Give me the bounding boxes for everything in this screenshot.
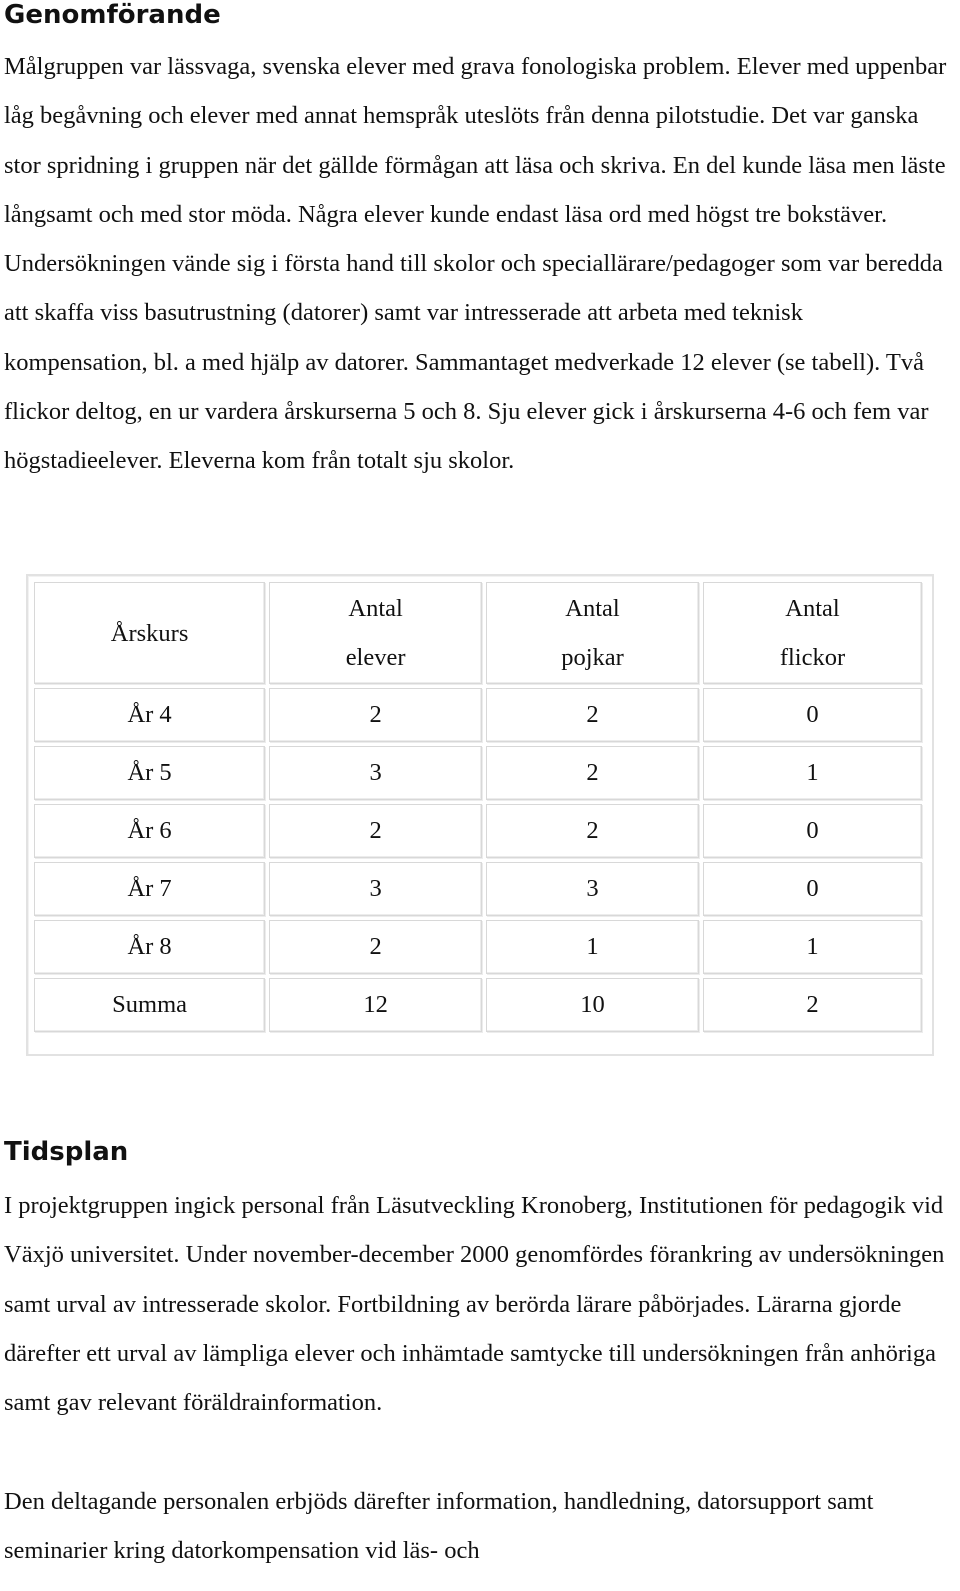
- table-row-summa: [34, 978, 922, 1032]
- table-cell: 1: [703, 920, 922, 974]
- students-table: [30, 578, 926, 1036]
- table-cell: 2: [486, 804, 699, 858]
- header-line: pojkar: [561, 644, 624, 671]
- table-cell: År 8: [34, 920, 265, 974]
- table-cell: 2: [486, 746, 699, 800]
- table-cell: 10: [486, 978, 699, 1032]
- header-line: Årskurs: [110, 619, 189, 647]
- table-header-row: [34, 582, 922, 684]
- table-cell: 2: [269, 688, 482, 742]
- paragraph-tidsplan-2: Den deltagande personalen erbjöds därefter information, handledning, datorsupport samt seminarier kring datorkompensation vid läs- och: [4, 1488, 874, 1565]
- table-cell: 2: [269, 920, 482, 974]
- table-row: [34, 804, 922, 858]
- header-line: flickor: [779, 644, 846, 671]
- header-cell-antal-elever: [269, 582, 482, 684]
- header-cell-arskurs: [34, 582, 265, 684]
- header-line: Antal: [785, 595, 840, 622]
- table-row: [34, 746, 922, 800]
- table-cell: 3: [486, 862, 699, 916]
- table-cell: År 7: [34, 862, 265, 916]
- section-heading-tidsplan: Tidsplan: [4, 1137, 129, 1167]
- table-cell: Summa: [34, 978, 265, 1032]
- table-cell: 2: [269, 804, 482, 858]
- header-line: elever: [345, 644, 406, 671]
- table-cell: 1: [703, 746, 922, 800]
- header-cell-antal-pojkar: [486, 582, 699, 684]
- table-cell: 1: [486, 920, 699, 974]
- table-cell: 0: [703, 804, 922, 858]
- table-row: [34, 920, 922, 974]
- header-line: Antal: [565, 595, 620, 622]
- table-cell: 3: [269, 862, 482, 916]
- table-cell: 2: [703, 978, 922, 1032]
- paragraph-tidsplan-1: I projektgruppen ingick personal från Läsutveckling Kronoberg, Institutionen för pedagogik vid Växjö universitet. Under november-december 2000 genomfördes förankring av undersökningen samt urval av intresserade skolor. Fortbildning av berörda lärare påbörjades. Lärarna gjorde därefter ett urval av lämpliga elever och inhämtade samtycke till undersökningen från anhöriga samt gav relevant föräldrainformation.: [4, 1192, 945, 1417]
- section-heading-genomforande: Genomförande: [4, 0, 221, 30]
- table-row: [34, 688, 922, 742]
- table-row: [34, 862, 922, 916]
- table-cell: 12: [269, 978, 482, 1032]
- students-table-frame: [26, 574, 934, 1056]
- header-line: Antal: [348, 595, 403, 622]
- table-cell: 3: [269, 746, 482, 800]
- table-cell: År 6: [34, 804, 265, 858]
- table-cell: 0: [703, 688, 922, 742]
- table-cell: År 4: [34, 688, 265, 742]
- table-cell: År 5: [34, 746, 265, 800]
- header-cell-antal-flickor: [703, 582, 922, 684]
- paragraph-genomforande: Målgruppen var lässvaga, svenska elever med grava fonologiska problem. Elever med uppenbar låg begåvning och elever med annat hemspråk uteslöts från denna pilotstudie. Det var ganska stor spridning i gruppen när det gällde förmågan att läsa och skriva. En del kunde läsa men läste långsamt och med stor möda. Några elever kunde endast läsa ord med högst tre bokstäver. Undersökningen vände sig i första hand till skolor och speciallärare/pedagoger som var beredda att skaffa viss basutrustning (datorer) samt var intresserade att arbeta med teknisk kompensation, bl. a med hjälp av datorer. Sammantaget medverkade 12 elever (se tabell). Två flickor deltog, en ur vardera årskurserna 5 och 8. Sju elever gick i årskurserna 4-6 och fem var högstadieelever. Eleverna kom från totalt sju skolor.: [4, 53, 947, 475]
- table-cell: 2: [486, 688, 699, 742]
- table-cell: 0: [703, 862, 922, 916]
